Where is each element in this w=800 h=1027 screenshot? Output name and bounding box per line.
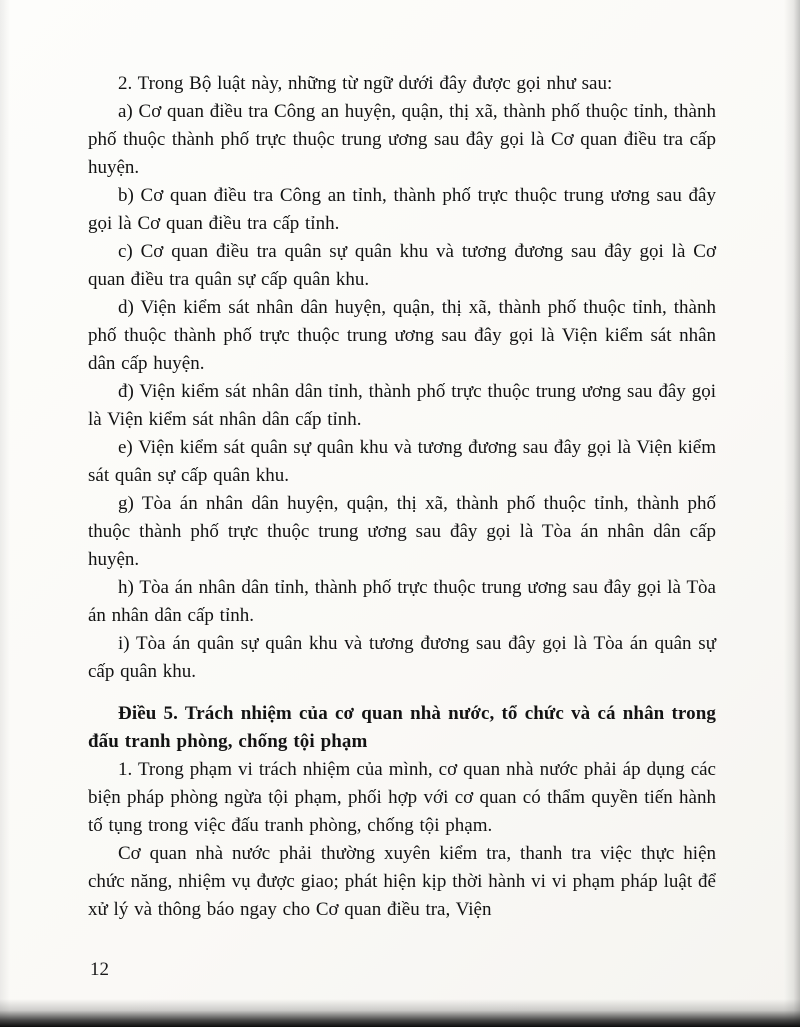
- article-5-heading: Điều 5. Trách nhiệm của cơ quan nhà nước, tổ chức và cá nhân trong đấu tranh phòng, chống tội phạm: [88, 703, 716, 752]
- scan-edge-bottom: [0, 999, 800, 1027]
- list-item-i: i) Tòa án quân sự quân khu và tương đương sau đây gọi là Tòa án quân sự cấp quân khu.: [88, 633, 716, 682]
- list-item-h: h) Tòa án nhân dân tỉnh, thành phố trực thuộc trung ương sau đây gọi là Tòa án nhân dân cấp tỉnh.: [88, 577, 716, 626]
- scan-edge-right: [784, 0, 800, 1027]
- page-number: 12: [90, 959, 109, 980]
- scan-edge-left: [0, 0, 10, 1027]
- list-item-b: b) Cơ quan điều tra Công an tỉnh, thành phố trực thuộc trung ương sau đây gọi là Cơ quan điều tra cấp tỉnh.: [88, 185, 716, 234]
- paragraph-article5-clause1: 1. Trong phạm vi trách nhiệm của mình, cơ quan nhà nước phải áp dụng các biện pháp phòng ngừa tội phạm, phối hợp với cơ quan có thẩm quyền tiến hành tố tụng trong việc đấu tranh phòng, chống tội phạm.: [88, 759, 716, 836]
- list-item-c: c) Cơ quan điều tra quân sự quân khu và tương đương sau đây gọi là Cơ quan điều tra quân sự cấp quân khu.: [88, 241, 716, 290]
- paragraph-article5-clause1-cont: Cơ quan nhà nước phải thường xuyên kiểm tra, thanh tra việc thực hiện chức năng, nhiệm vụ được giao; phát hiện kịp thời hành vi vi phạm pháp luật để xử lý và thông báo ngay cho Cơ quan điều tra, Viện: [88, 843, 716, 920]
- list-item-d: d) Viện kiểm sát nhân dân huyện, quận, thị xã, thành phố thuộc tỉnh, thành phố thuộc thành phố trực thuộc trung ương sau đây gọi là Viện kiểm sát nhân dân cấp huyện.: [88, 297, 716, 374]
- paragraph-clause-2-intro: 2. Trong Bộ luật này, những từ ngữ dưới đây được gọi như sau:: [118, 73, 613, 94]
- list-item-g: g) Tòa án nhân dân huyện, quận, thị xã, thành phố thuộc tỉnh, thành phố thuộc thành phố trực thuộc trung ương sau đây gọi là Tòa án nhân dân cấp huyện.: [88, 493, 716, 570]
- list-item-dd: đ) Viện kiểm sát nhân dân tỉnh, thành phố trực thuộc trung ương sau đây gọi là Viện kiểm sát nhân dân cấp tỉnh.: [88, 381, 716, 430]
- page-content: [88, 70, 716, 924]
- list-item-a: a) Cơ quan điều tra Công an huyện, quận, thị xã, thành phố thuộc tỉnh, thành phố thuộc thành phố trực thuộc trung ương sau đây gọi là Cơ quan điều tra cấp huyện.: [88, 101, 716, 178]
- list-item-e: e) Viện kiểm sát quân sự quân khu và tương đương sau đây gọi là Viện kiểm sát quân sự cấp quân khu.: [88, 437, 716, 486]
